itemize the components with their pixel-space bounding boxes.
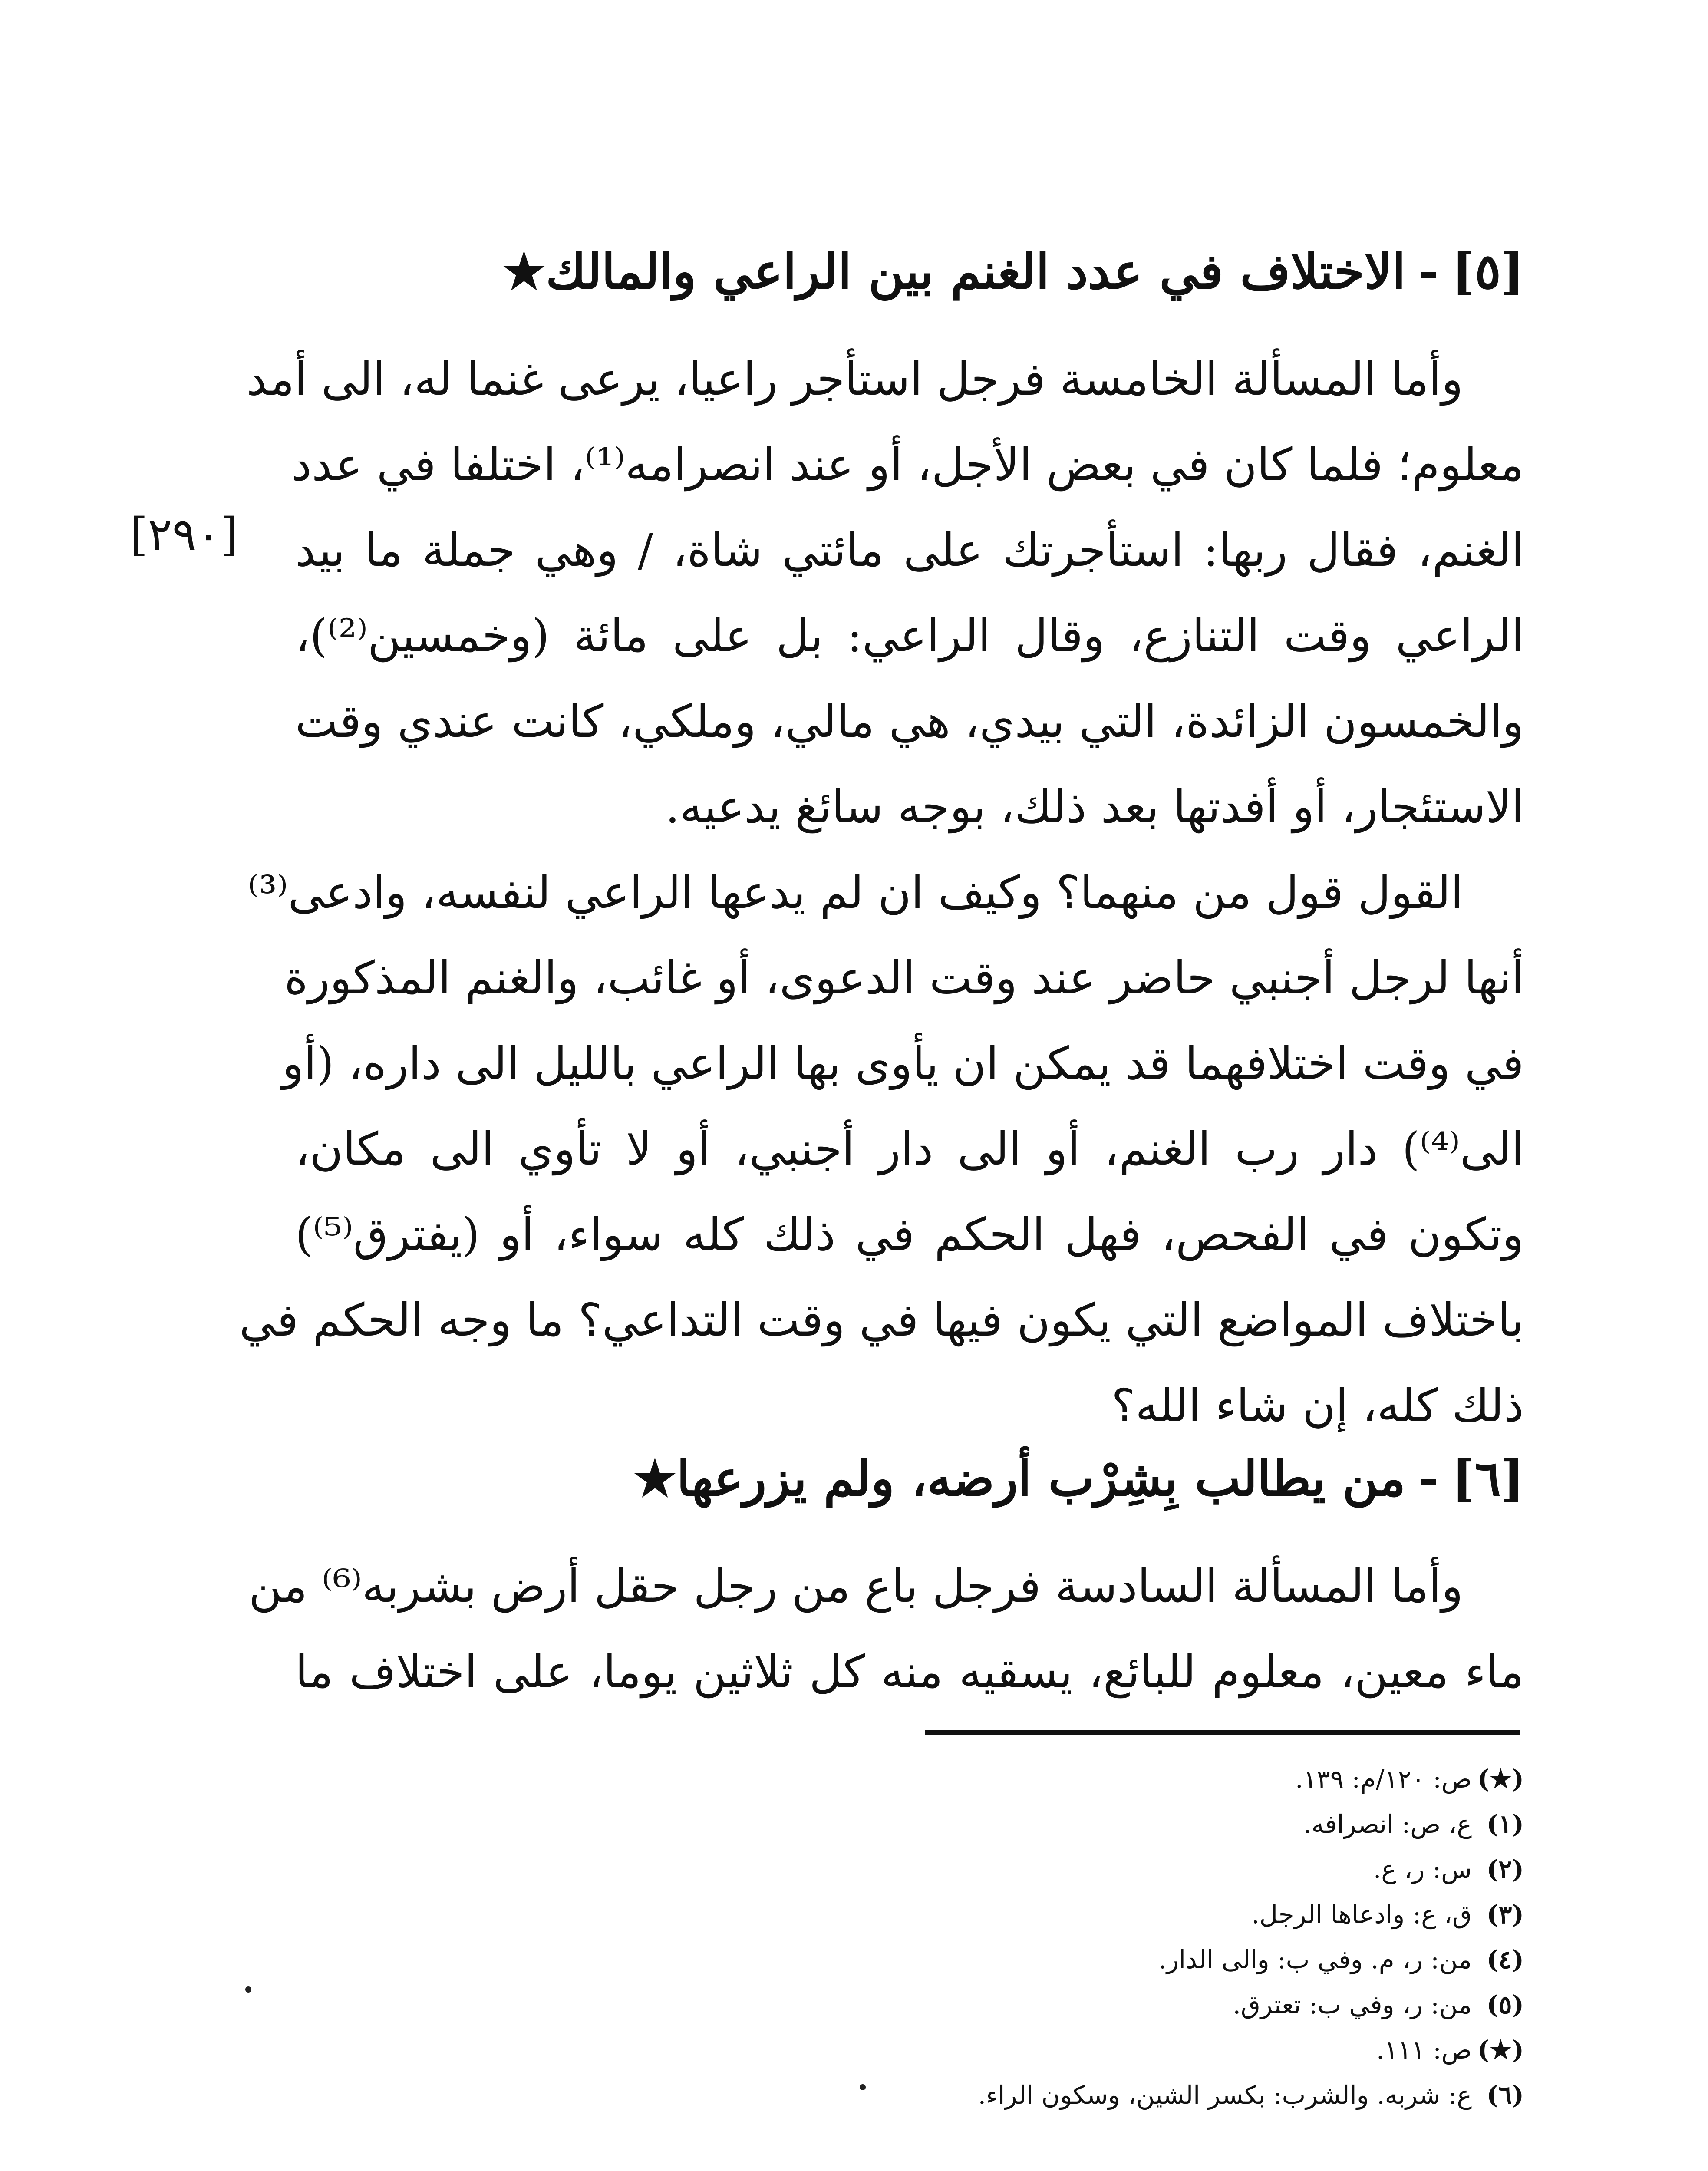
section-5-number: [٥] [1451, 243, 1524, 300]
section-5-heading [295, 243, 1524, 300]
text-line: وأما المسألة الخامسة فرجل استأجر راعيا، يرعى غنما له، الى أمد [246, 353, 1463, 406]
footnote [521, 1847, 1524, 1892]
footnote-text: ص: ١١١. [1376, 2035, 1472, 2065]
text-line: معلوم؛ فلما كان في بعض الأجل، أو عند انصرامه⁽¹⁾، اختلفا في عدد [291, 438, 1524, 491]
footnote-text: من: ر، م. وفي ب: والى الدار. [1158, 1945, 1472, 1974]
footnote-mark: (٦) [1486, 2080, 1524, 2110]
text-line: القول قول من منهما؟ وكيف ان لم يدعها الراعي لنفسه، وادعى⁽³⁾ [247, 866, 1463, 919]
footnote-text: س: ر، ع. [1373, 1854, 1472, 1884]
text-line: والخمسون الزائدة، التي بيدي، هي مالي، وملكي، كانت عندي وقت [295, 695, 1524, 748]
footnote [521, 2027, 1524, 2072]
footnote-mark: (٢) [1486, 1854, 1524, 1884]
footnote-mark: (١) [1486, 1809, 1524, 1839]
text-line: الغنم، فقال ربها: استأجرتك على مائتي شاة، / وهي جملة ما بيد [295, 524, 1524, 577]
footnote [521, 2072, 1524, 2118]
footnote-text: ق، ع: وادعاها الرجل. [1251, 1900, 1472, 1929]
section-6-body [249, 1544, 1524, 1715]
section-6-separator: - [1418, 1450, 1439, 1507]
footnote [521, 1892, 1524, 1937]
margin-page-reference: [٢٩٠] [130, 508, 238, 561]
footnote-divider [925, 1730, 1520, 1735]
scan-speck [245, 1986, 251, 1993]
footnote-text: ع، ص: انصرافه. [1303, 1809, 1472, 1839]
scan-speck [860, 2084, 866, 2090]
section-6-heading [295, 1450, 1524, 1507]
footnote [521, 1982, 1524, 2027]
footnotes [521, 1756, 1524, 2118]
text-line: الاستئجار، أو أفدتها بعد ذلك، بوجه سائغ يدعيه. [665, 780, 1524, 833]
text-line: وأما المسألة السادسة فرجل باع من رجل حقل أرض بشربه⁽⁶⁾ من [249, 1560, 1463, 1613]
text-line: ماء معين، معلوم للبائع، يسقيه منه كل ثلاثين يوما، على اختلاف ما [295, 1645, 1524, 1698]
text-line: باختلاف المواضع التي يكون فيها في وقت التداعي؟ ما وجه الحكم في [239, 1293, 1524, 1346]
footnote-mark: (٥) [1486, 1990, 1524, 2019]
section-5-separator: - [1418, 243, 1439, 300]
text-line: ذلك كله، إن شاء الله؟ [1111, 1379, 1524, 1432]
section-6-title: من يطالب بِشِرْب أرضه، ولم يزرعها★ [633, 1450, 1406, 1507]
footnote-text: ص: ١٢٠/م: ١٣٩. [1295, 1764, 1472, 1794]
text-line: الى⁽⁴⁾) دار رب الغنم، أو الى دار أجنبي، أو لا تأوي الى مكان، [295, 1122, 1524, 1175]
section-5-body [239, 337, 1524, 1448]
footnote-mark: (٣) [1486, 1900, 1524, 1929]
text-line: أنها لرجل أجنبي حاضر عند وقت الدعوى، أو غائب، والغنم المذكورة [284, 951, 1524, 1004]
text-line: في وقت اختلافهما قد يمكن ان يأوى بها الراعي بالليل الى داره، (أو [282, 1037, 1524, 1090]
footnote-text: ع: شربه. والشرب: بكسر الشين، وسكون الراء. [978, 2080, 1472, 2110]
footnote-mark: (★) [1477, 1764, 1524, 1794]
footnote-text: من: ر، وفي ب: تعترق. [1233, 1990, 1472, 2019]
footnote [521, 1801, 1524, 1847]
footnote [521, 1756, 1524, 1801]
text-line: الراعي وقت التنازع، وقال الراعي: بل على مائة (وخمسين⁽²⁾)، [295, 609, 1524, 662]
footnote-mark: (★) [1477, 2035, 1524, 2065]
section-5-title: الاختلاف في عدد الغنم بين الراعي والمالك★ [502, 243, 1406, 300]
text-line: وتكون في الفحص، فهل الحكم في ذلك كله سواء، أو (يفترق⁽⁵⁾) [295, 1208, 1524, 1261]
footnote [521, 1937, 1524, 1982]
footnote-mark: (٤) [1486, 1945, 1524, 1974]
section-6-number: [٦] [1451, 1450, 1524, 1507]
